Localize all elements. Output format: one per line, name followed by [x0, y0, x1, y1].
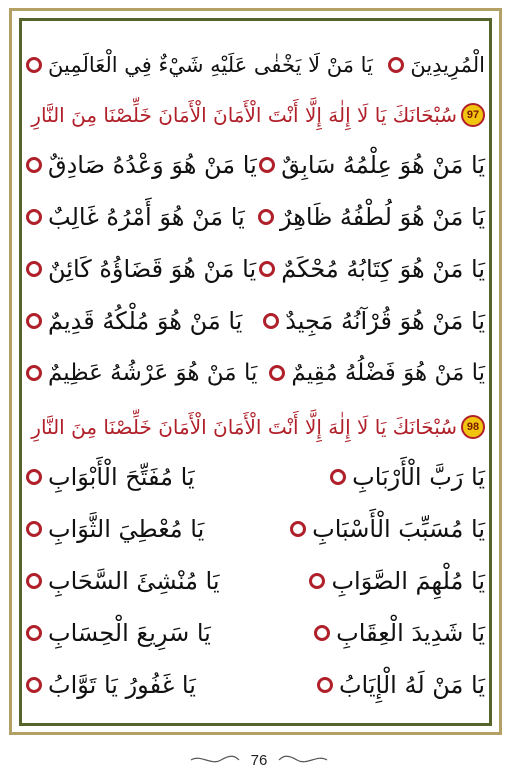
supplication-segment	[309, 567, 485, 595]
supplication-segment	[317, 671, 485, 699]
refrain-line	[26, 90, 485, 140]
separator-ring-icon	[259, 261, 275, 277]
refrain-text: سُبْحَانَكَ يَا لَا إِلٰهَ إِلَّا أَنْتَ الْأَمَانَ الْأَمَانَ خَلِّصْنَا مِنَ النَّارِ	[31, 103, 457, 127]
segment-text: يَا مُلْهِمَ الصَّوَابِ	[331, 567, 485, 595]
supplication-line	[26, 140, 485, 190]
supplication-segment	[26, 203, 245, 231]
segment-text: يَا مَنْ هُوَ قُرْآنُهُ مَجِيدٌ	[285, 307, 485, 335]
separator-ring-icon	[314, 625, 330, 641]
separator-ring-icon	[309, 573, 325, 589]
segment-text: يَا غَفُورُ يَا تَوَّابُ	[48, 671, 196, 699]
segment-text: يَا مَنْ هُوَ فَضْلُهُ مُقِيمٌ	[291, 360, 485, 386]
supplication-segment	[26, 53, 373, 77]
separator-ring-icon	[388, 57, 404, 73]
supplication-segment	[26, 671, 196, 699]
separator-ring-icon	[26, 677, 42, 693]
segment-text: يَا مُسَبِّبَ الْأَسْبَابِ	[312, 515, 485, 543]
segment-text: يَا مَنْ لَهُ الْإِيَابُ	[338, 671, 485, 699]
segment-text: يَا مَنْ هُوَ وَعْدُهُ صَادِقٌ	[48, 151, 257, 179]
segment-text: يَا مَنْ هُوَ لُطْفُهُ ظَاهِرٌ	[279, 203, 485, 231]
page-footer	[0, 748, 518, 772]
separator-ring-icon	[26, 313, 42, 329]
separator-ring-icon	[317, 677, 333, 693]
refrain-text: سُبْحَانَكَ يَا لَا إِلٰهَ إِلَّا أَنْتَ الْأَمَانَ الْأَمَانَ خَلِّصْنَا مِنَ النَّارِ	[31, 415, 457, 439]
separator-ring-icon	[26, 573, 42, 589]
supplication-line	[26, 40, 485, 90]
supplication-segment	[314, 619, 485, 647]
separator-ring-icon	[290, 521, 306, 537]
supplication-line	[26, 660, 485, 710]
supplication-segment	[269, 360, 485, 386]
separator-ring-icon	[26, 261, 42, 277]
separator-ring-icon	[26, 521, 42, 537]
separator-ring-icon	[259, 157, 275, 173]
supplication-segment	[26, 619, 211, 647]
segment-text: يَا مَنْ لَا يَخْفٰى عَلَيْهِ شَيْءٌ فِي الْعَالَمِينَ	[48, 53, 373, 77]
supplication-segment	[26, 151, 257, 179]
supplication-segment	[290, 515, 485, 543]
segment-text: يَا مَنْ هُوَ أَمْرُهُ غَالِبٌ	[48, 203, 245, 231]
separator-ring-icon	[330, 469, 346, 485]
supplication-line	[26, 504, 485, 554]
supplication-segment	[388, 53, 485, 77]
supplication-segment	[26, 307, 242, 335]
supplication-line	[26, 556, 485, 606]
supplication-line	[26, 296, 485, 346]
separator-ring-icon	[263, 313, 279, 329]
segment-text: يَا مُفَتِّحَ الْأَبْوَابِ	[48, 463, 195, 491]
page-number: 76	[250, 751, 268, 769]
supplication-line	[26, 192, 485, 242]
ornament-left-icon	[189, 754, 241, 766]
supplication-segment	[259, 151, 485, 179]
supplication-line	[26, 608, 485, 658]
refrain-line	[26, 402, 485, 452]
supplication-line	[26, 452, 485, 502]
segment-text: يَا سَرِيعَ الْحِسَابِ	[48, 619, 211, 647]
supplication-segment	[26, 360, 257, 386]
separator-ring-icon	[258, 209, 274, 225]
segment-text: يَا مُعْطِيَ الثَّوَابِ	[48, 515, 205, 543]
separator-ring-icon	[26, 57, 42, 73]
ornament-right-icon	[277, 754, 329, 766]
supplication-segment	[26, 255, 256, 283]
separator-ring-icon	[26, 157, 42, 173]
segment-text: يَا مَنْ هُوَ مُلْكُهُ قَدِيمٌ	[48, 307, 243, 335]
segment-text: يَا شَدِيدَ الْعِقَابِ	[336, 619, 485, 647]
segment-text: يَا رَبَّ الْأَرْبَابِ	[352, 463, 485, 491]
separator-ring-icon	[269, 365, 285, 381]
supplication-segment	[26, 515, 204, 543]
supplication-line	[26, 348, 485, 398]
segment-text: يَا مَنْ هُوَ قَضَاؤُهُ كَائِنٌ	[48, 255, 257, 283]
separator-ring-icon	[26, 625, 42, 641]
segment-text: يَا مَنْ هُوَ عَرْشُهُ عَظِيمٌ	[48, 360, 258, 386]
separator-ring-icon	[26, 469, 42, 485]
supplication-segment	[26, 463, 195, 491]
supplication-segment	[258, 203, 485, 231]
supplication-segment	[330, 463, 485, 491]
segment-text: يَا مَنْ هُوَ عِلْمُهُ سَابِقٌ	[281, 151, 485, 179]
separator-ring-icon	[26, 209, 42, 225]
supplication-segment	[26, 567, 220, 595]
section-number-badge: 97	[461, 103, 485, 127]
segment-text: يَا مُنْشِئَ السَّحَابِ	[48, 567, 220, 595]
separator-ring-icon	[26, 365, 42, 381]
supplication-segment	[259, 255, 485, 283]
segment-text: يَا مَنْ هُوَ كِتَابُهُ مُحْكَمٌ	[281, 255, 485, 283]
segment-text: الْمُرِيدِينَ	[410, 53, 485, 77]
supplication-segment	[263, 307, 485, 335]
supplication-line	[26, 244, 485, 294]
section-number-badge: 98	[461, 415, 485, 439]
